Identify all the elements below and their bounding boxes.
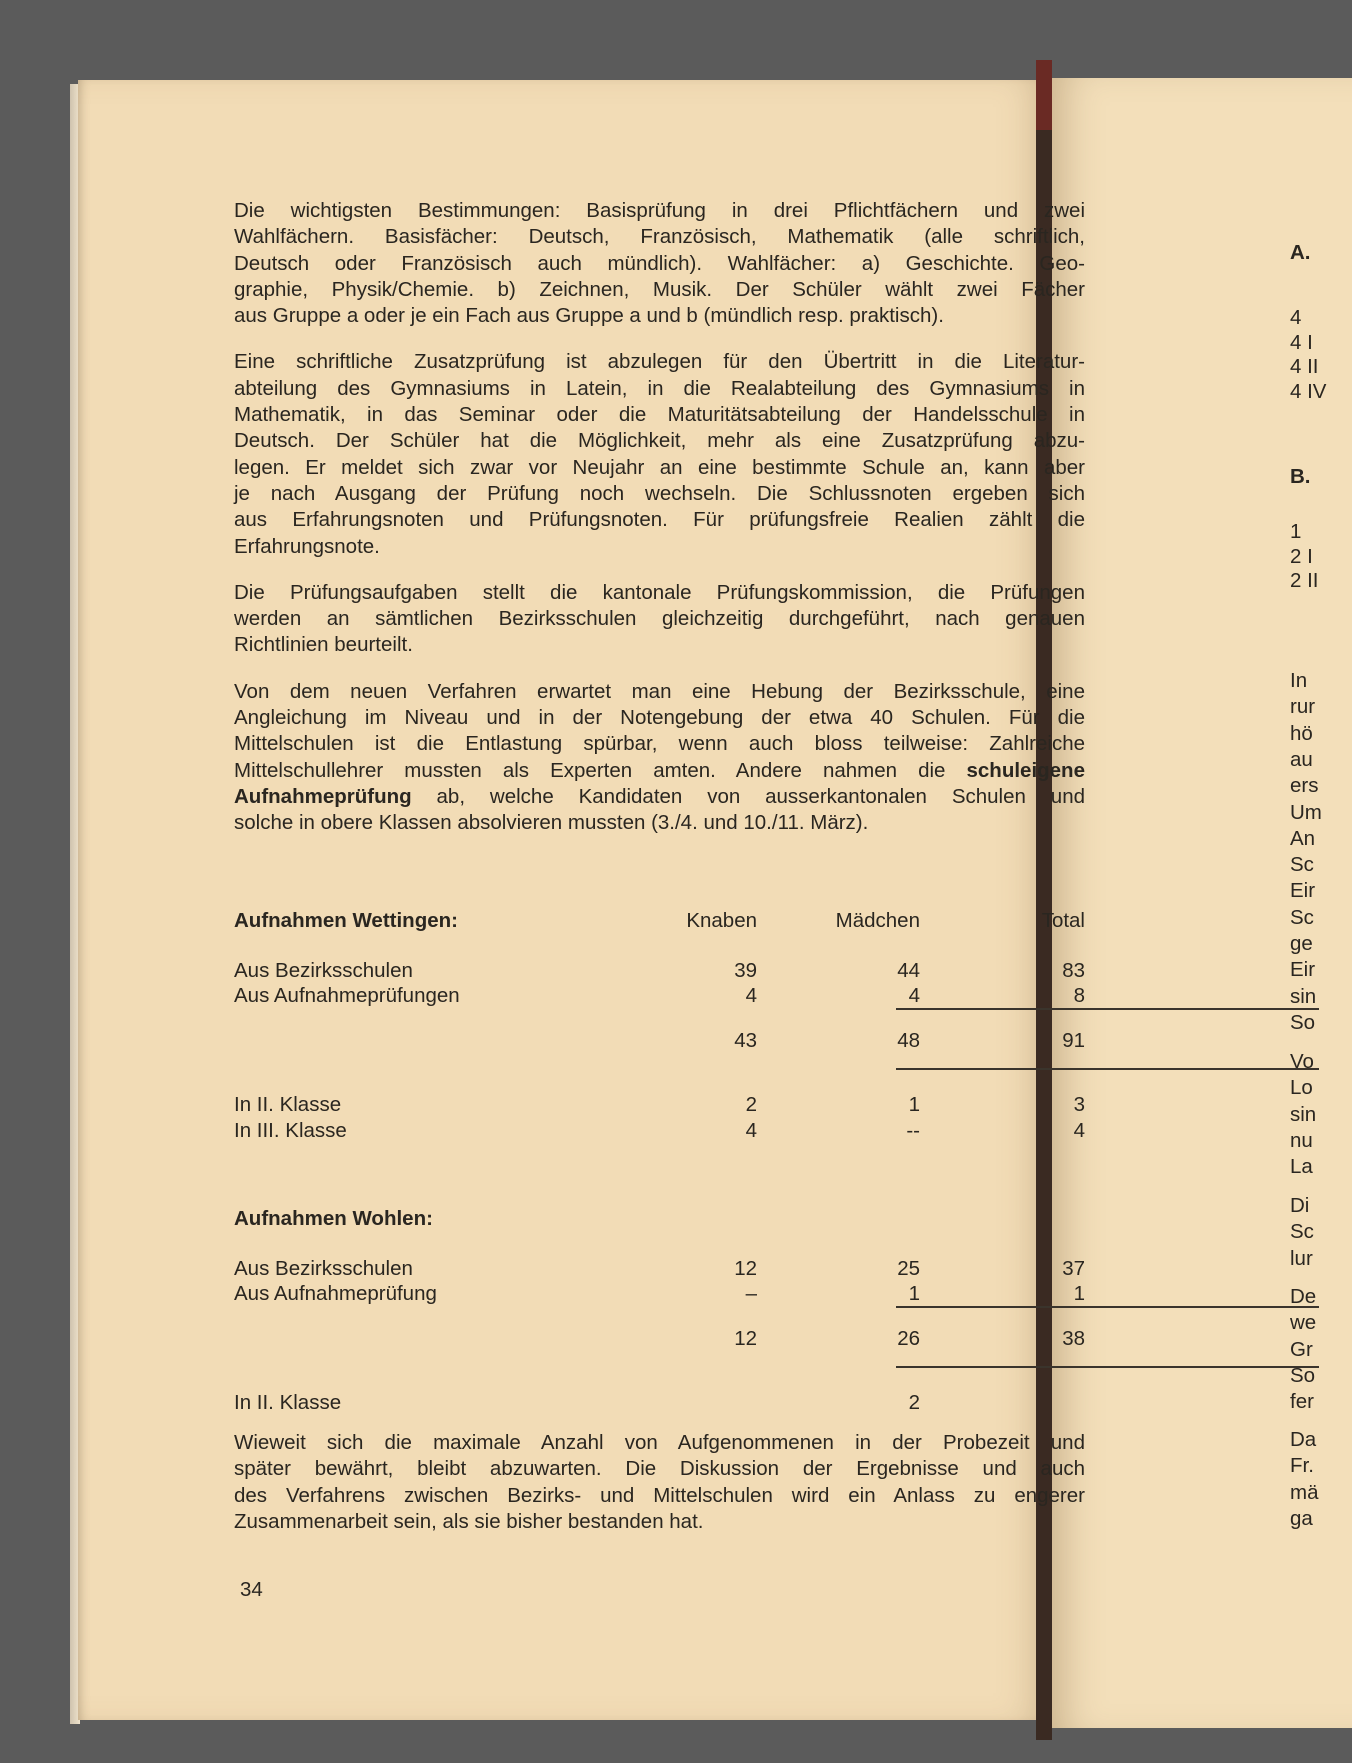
paragraph <box>234 1430 1085 1535</box>
body-text <box>234 198 1085 857</box>
right-page-fragment: Sc <box>1290 1220 1314 1244</box>
right-page-fragment: Sc <box>1290 905 1314 929</box>
right-page-fragment: De <box>1290 1285 1317 1308</box>
right-page-fragment: 2 II <box>1290 569 1319 592</box>
cell: 91 <box>1062 1029 1085 1052</box>
right-page-fragment: 4 II <box>1290 355 1319 378</box>
right-page-fragment: So <box>1290 1010 1316 1034</box>
cell: 1 <box>908 1281 920 1305</box>
cell: 26 <box>897 1327 920 1350</box>
right-page-fragment: 2 I <box>1290 544 1313 568</box>
right-page-fragment: fer <box>1290 1390 1314 1414</box>
text-line: Erfahrungsnote. <box>234 534 380 558</box>
row-label: In III. Klasse <box>234 1119 347 1142</box>
right-page-fragment: 4 <box>1290 306 1302 329</box>
cell: 43 <box>734 1029 757 1052</box>
right-page-fragment: ge <box>1290 932 1313 955</box>
text-line: Wahlfächern. Basisfächer: Deutsch, Französisch, Mathematik (alle schriftlich, <box>234 225 1085 249</box>
table-title: Aufnahmen Wettingen: <box>234 909 458 932</box>
table-header-row <box>234 1206 1085 1233</box>
totals-row <box>234 1326 1085 1353</box>
column-header: Knaben <box>686 909 757 932</box>
cell: 38 <box>1062 1327 1085 1350</box>
text-line: legen. Er meldet sich zwar vor Neujahr an eine bestimmte Schule an, kann aber <box>234 455 1085 479</box>
table-rule <box>896 1068 1319 1070</box>
cell: 83 <box>1062 959 1085 982</box>
row-label: In II. Klasse <box>234 1093 342 1116</box>
paragraph <box>234 349 1085 559</box>
right-page-fragment: ers <box>1290 774 1319 798</box>
table-row <box>234 983 1085 1010</box>
right-page-fragment: ga <box>1290 1506 1313 1530</box>
text-line: Aufnahmeprüfung ab, welche Kandidaten von ausserkantonalen Schulen und <box>234 784 1085 808</box>
table-row <box>234 958 1085 985</box>
right-page-fragment: Fr. <box>1290 1454 1314 1478</box>
paragraph <box>234 580 1085 659</box>
cell: 1 <box>1073 1281 1085 1305</box>
right-page-fragment: Eir <box>1290 879 1316 903</box>
cell: 8 <box>1073 983 1085 1007</box>
cell: – <box>745 1281 757 1305</box>
cell: -- <box>906 1119 920 1142</box>
text-line: des Verfahrens zwischen Bezirks- und Mittelschulen wird ein Anlass zu engerer <box>234 1483 1085 1507</box>
right-page-fragment: 4 I <box>1290 330 1313 354</box>
text-line: Deutsch oder Französisch auch mündlich). Wahlfächer: a) Geschichte. Geo- <box>234 251 1085 275</box>
right-page-fragment: Sc <box>1290 853 1314 877</box>
row-label: In II. Klasse <box>234 1391 342 1414</box>
class-row <box>234 1092 1085 1119</box>
right-page-fragment: Um <box>1290 800 1322 824</box>
closing-paragraph <box>234 1430 1085 1555</box>
page-number: 34 <box>240 1578 263 1601</box>
text-line: Zusammenarbeit sein, als sie bisher bestanden hat. <box>234 1509 704 1533</box>
cell: 37 <box>1062 1257 1085 1280</box>
table-rule <box>896 1306 1319 1308</box>
right-page-fragment: 1 <box>1290 520 1302 543</box>
column-header: Total <box>1041 909 1085 932</box>
cell: 48 <box>897 1029 920 1052</box>
text-line: Richtlinien beurteilt. <box>234 633 413 657</box>
text-line: graphie, Physik/Chemie. b) Zeichnen, Musik. Der Schüler wählt zwei Fächer <box>234 277 1085 301</box>
right-page-fragment: rur <box>1290 695 1316 719</box>
text-line: Von dem neuen Verfahren erwartet man eine Hebung der Bezirksschule, eine <box>234 679 1085 703</box>
class-row <box>234 1118 1085 1145</box>
totals-row <box>234 1028 1085 1055</box>
right-page-fragment: sin <box>1290 1102 1317 1126</box>
cell: 4 <box>745 983 757 1007</box>
cell: 3 <box>1073 1093 1085 1116</box>
cell: 2 <box>745 1093 757 1116</box>
right-page-fragment: lur <box>1290 1246 1313 1270</box>
text-line: Die Prüfungsaufgaben stellt die kantonale Prüfungskommission, die Prüfungen <box>234 580 1085 604</box>
paragraph <box>234 198 1085 329</box>
right-page-fragment: Vo <box>1290 1050 1314 1073</box>
table-row <box>234 1281 1085 1308</box>
text-line: Eine schriftliche Zusatzprüfung ist abzulegen für den Übertritt in die Literatur- <box>234 350 1085 374</box>
cell: 4 <box>908 983 920 1007</box>
cell: 1 <box>908 1093 920 1116</box>
right-page-fragment: B. <box>1290 465 1311 488</box>
cell: 25 <box>897 1257 920 1280</box>
cell: 12 <box>734 1327 757 1350</box>
table-rule <box>896 1008 1319 1010</box>
right-page-fragment: mä <box>1290 1480 1319 1504</box>
text-line: abteilung des Gymnasiums in Latein, in die Realabteilung des Gymnasiums in <box>234 376 1085 400</box>
right-page-fragment: Lo <box>1290 1076 1313 1100</box>
paragraph <box>234 679 1085 837</box>
table-title: Aufnahmen Wohlen: <box>234 1207 433 1230</box>
right-page-fragment: An <box>1290 826 1316 850</box>
class-row <box>234 1390 1085 1417</box>
right-page-fragment: A. <box>1290 241 1311 264</box>
right-page-fragment: Gr <box>1290 1337 1313 1361</box>
right-page-fragment: nu <box>1290 1128 1313 1152</box>
text-line: solche in obere Klassen absolvieren mussten (3./4. und 10./11. März). <box>234 811 869 835</box>
text-line: Angleichung im Niveau und in der Notengebung der etwa 40 Schulen. Für die <box>234 706 1085 730</box>
row-label: Aus Aufnahmeprüfung <box>234 1281 437 1305</box>
text-line: Mittelschulen ist die Entlastung spürbar, wenn auch bloss teilweise: Zahlreiche <box>234 732 1085 756</box>
cell: 4 <box>1073 1119 1085 1142</box>
right-page-fragment: au <box>1290 747 1313 771</box>
cell: 2 <box>908 1391 920 1414</box>
table-rule <box>896 1366 1319 1368</box>
right-page-fragment: La <box>1290 1155 1313 1179</box>
cell: 39 <box>734 959 757 982</box>
bookmark-ribbon <box>1036 60 1052 130</box>
right-page-fragment: In <box>1290 669 1308 692</box>
right-page-fragment: Di <box>1290 1194 1310 1217</box>
text-line: aus Gruppe a oder je ein Fach aus Gruppe a und b (mündlich resp. praktisch). <box>234 304 944 328</box>
text-line: Mathematik, in das Seminar oder die Maturitätsabteilung der Handelsschule in <box>234 403 1085 427</box>
row-label: Aus Aufnahmeprüfungen <box>234 983 460 1007</box>
table-row <box>234 1256 1085 1283</box>
cell: 44 <box>897 959 920 982</box>
row-label: Aus Bezirksschulen <box>234 1257 413 1280</box>
right-page-fragment: sin <box>1290 984 1317 1008</box>
text-line: aus Erfahrungsnoten und Prüfungsnoten. Für prüfungsfreie Realien zählt die <box>234 508 1085 532</box>
text-line: je nach Ausgang der Prüfung noch wechseln. Die Schlussnoten ergeben sich <box>234 481 1085 505</box>
text-line: Wieweit sich die maximale Anzahl von Aufgenommenen in der Probezeit und <box>234 1431 1085 1454</box>
cell: 12 <box>734 1257 757 1280</box>
right-page-fragment: So <box>1290 1363 1316 1387</box>
cell: 4 <box>745 1119 757 1142</box>
right-page-fragment: Da <box>1290 1428 1317 1451</box>
text-line: Die wichtigsten Bestimmungen: Basisprüfung in drei Pflichtfächern und zwei <box>234 199 1085 222</box>
text-line: später bewährt, bleibt abzuwarten. Die Diskussion der Ergebnisse und auch <box>234 1457 1085 1481</box>
column-header: Mädchen <box>835 909 920 932</box>
right-page-fragment: Eir <box>1290 958 1316 982</box>
text-line: Deutsch. Der Schüler hat die Möglichkeit, mehr als eine Zusatzprüfung abzu- <box>234 429 1085 453</box>
right-page-fragment: hö <box>1290 721 1313 745</box>
right-page-fragment: we <box>1290 1311 1317 1335</box>
text-line: Mittelschullehrer mussten als Experten amten. Andere nahmen die schuleigene <box>234 758 1085 782</box>
row-label: Aus Bezirksschulen <box>234 959 413 982</box>
table-header-row <box>234 908 1085 935</box>
text-line: werden an sämtlichen Bezirksschulen gleichzeitig durchgeführt, nach genauen <box>234 607 1085 631</box>
right-page-fragment: 4 IV <box>1290 379 1327 403</box>
